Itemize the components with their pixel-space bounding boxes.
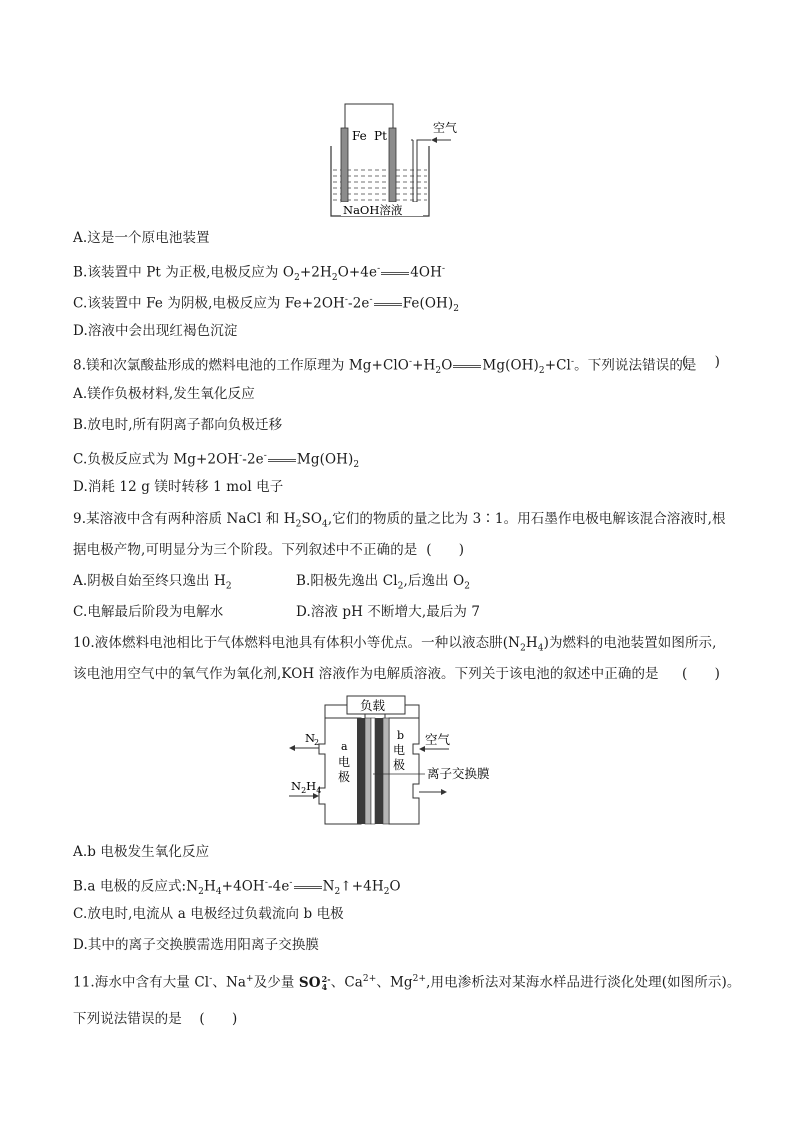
electrode-a bbox=[357, 718, 365, 824]
q9-stem-line2: 据电极产物,可明显分为三个阶段。下列叙述中不正确的是 ( ) bbox=[73, 542, 465, 558]
q7-option-b: B.该装置中 Pt 为正极,电极反应为 $O_2+2H_2O+4e^-$ 4OH- bbox=[73, 264, 446, 284]
q8-answer-paren: ( ) bbox=[682, 354, 720, 370]
q7-option-d: D.溶液中会出现红褐色沉淀 bbox=[73, 323, 238, 339]
figure-fuel-cell bbox=[285, 694, 505, 830]
svg-text:电: 电 bbox=[393, 743, 406, 757]
sulfate-ion: SO 2- 4 bbox=[298, 974, 331, 992]
svg-text:极: 极 bbox=[338, 770, 351, 784]
q9-stem-line1: 9.某溶液中含有两种溶质 NaCl 和 $H_2SO_4$,它们的物质的量之比为 3∶1。用石墨作电极电解该混合溶液时,根 bbox=[73, 511, 726, 530]
q9-option-a: A.阴极自始至终只逸出 $H_2$ bbox=[73, 573, 232, 592]
air-label: 空气 bbox=[433, 121, 458, 135]
air-tube bbox=[413, 140, 431, 202]
wire-right bbox=[405, 705, 419, 718]
solution-label: NaOH溶液 bbox=[343, 203, 403, 217]
q7-option-a: A.这是一个原电池装置 bbox=[73, 230, 210, 246]
pt-label: Pt bbox=[374, 129, 387, 143]
membrane bbox=[365, 718, 371, 824]
q11-stem-line2: 下列说法错误的是 ( ) bbox=[73, 1011, 238, 1027]
electrode-a-label: a bbox=[341, 740, 348, 753]
membrane-label: 离子交换膜 bbox=[427, 766, 490, 781]
q10-option-a: A.b 电极发生氧化反应 bbox=[73, 844, 210, 860]
electrode-b-label: b bbox=[397, 729, 405, 742]
q9-option-c: C.电解最后阶段为电解水 bbox=[73, 604, 224, 620]
pt-electrode bbox=[389, 128, 396, 202]
q10-stem-line2: 该电池用空气中的氧气作为氧化剂,KOH 溶液作为电解质溶液。下列关于该电池的叙述中正确的是 bbox=[73, 666, 659, 682]
svg-text:2: 2 bbox=[314, 738, 320, 747]
q11-stem-line1: 11.海水中含有大量 Cl-、Na+及少量 SO 2- 4 、$Ca^{2+}$、$Mg^{2+}$,用电渗析法对某海水样品进行淡化处理(如图所示)。 bbox=[73, 974, 741, 992]
q9-option-b: B.阳极先逸出 $Cl_2$,后逸出 $O_2$ bbox=[296, 573, 471, 592]
fe-electrode bbox=[341, 128, 348, 202]
wire bbox=[345, 104, 393, 128]
q8-option-a: A.镁作负极材料,发生氧化反应 bbox=[73, 386, 255, 402]
q7-option-c: C.该装置中 Fe 为阴极,电极反应为 Fe+2OH--2e- $Fe(OH)_2$ bbox=[73, 295, 460, 315]
n2-label: N bbox=[305, 731, 316, 745]
q8-stem: 8.镁和次氯酸盐形成的燃料电池的工作原理为 $Mg+ClO^-+H_2O$ $Mg(OH)_2+Cl^-$。下列说法错误的是 bbox=[73, 357, 697, 377]
q8-option-d: D.消耗 12 g 镁时转移 1 mol 电子 bbox=[73, 479, 284, 495]
air-label: 空气 bbox=[425, 732, 451, 747]
q10-option-b: B.a 电极的反应式$:N_2H_4+4OH^--4e^-$ $N_2↑+4H_2O$ bbox=[73, 878, 401, 898]
q10-answer-paren: ( ) bbox=[682, 666, 720, 682]
svg-text:极: 极 bbox=[393, 758, 406, 772]
q8-option-b: B.放电时,所有阴离子都向负极迁移 bbox=[73, 417, 283, 433]
wire-left bbox=[325, 705, 347, 718]
electrode-b bbox=[375, 718, 383, 824]
figure-fe-pt-cell bbox=[325, 98, 475, 220]
q8-option-c: C.负极反应式为 Mg+2OH--2e- $Mg(OH)_2$ bbox=[73, 451, 360, 471]
n2h4-label: $N_2H_4$ bbox=[291, 779, 322, 795]
svg-text:电: 电 bbox=[338, 755, 351, 769]
q10-option-d: D.其中的离子交换膜需选用阳离子交换膜 bbox=[73, 937, 320, 953]
load-label: 负载 bbox=[360, 698, 386, 713]
q10-stem-line1: 10.液体燃料电池相比于气体燃料电池具有体积小等优点。一种以液态肼$(N_2H_4)$为燃料的电池装置如图所示, bbox=[73, 635, 717, 654]
q10-option-c: C.放电时,电流从 a 电极经过负载流向 b 电极 bbox=[73, 906, 344, 922]
q9-option-d: D.溶液 pH 不断增大,最后为 7 bbox=[296, 604, 481, 620]
fe-label: Fe bbox=[352, 129, 367, 143]
